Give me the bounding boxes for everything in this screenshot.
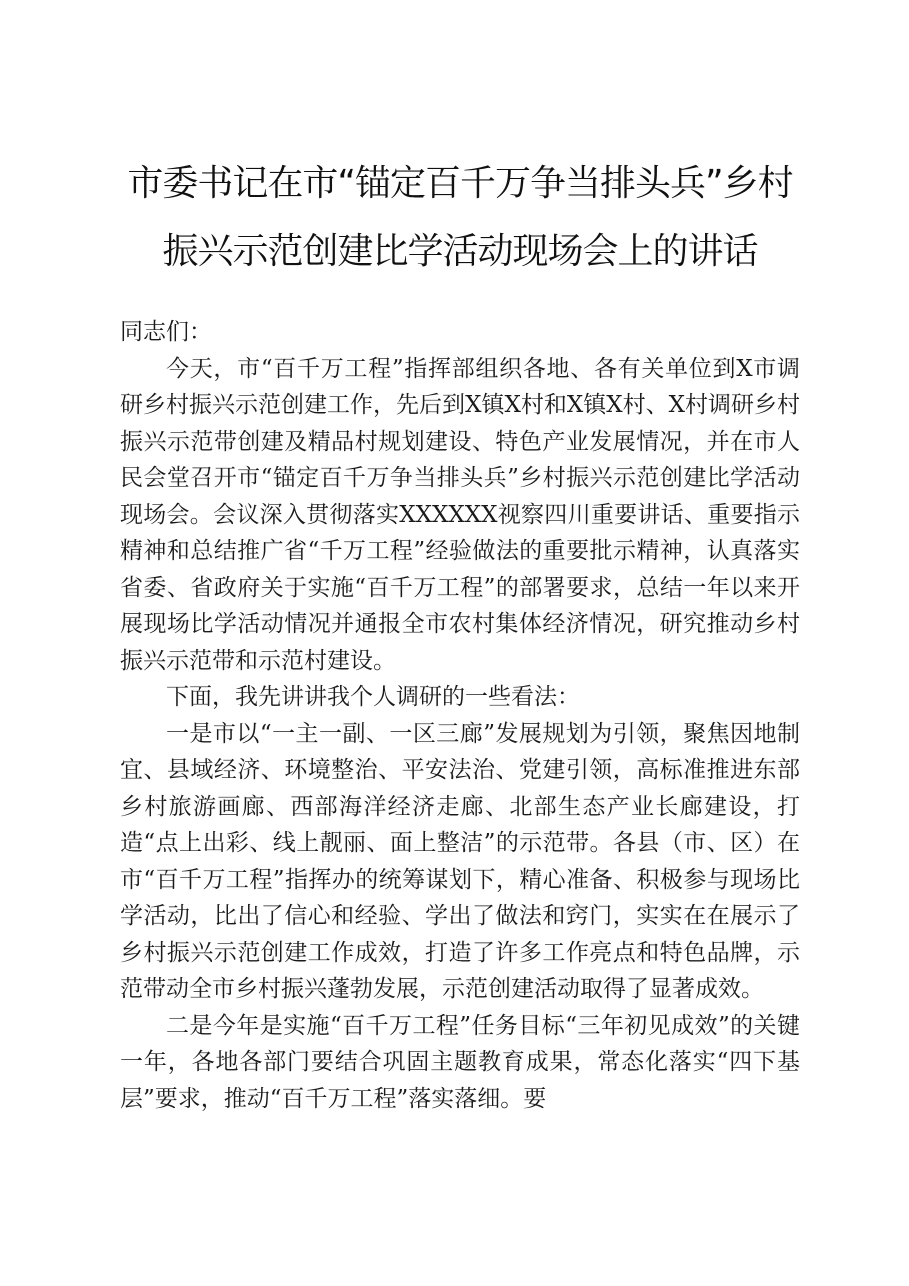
salutation: 同志们： (120, 319, 212, 345)
title-line-2: 振兴示范创建比学活动现场会上的讲话 (162, 231, 758, 272)
paragraph-point-one: 一是市以“一主一副、一区三廊”发展规划为引领，聚焦因地制宜、县域经济、环境整治、平安法治、党建引领，高标准推进东部乡村旅游画廊、西部海洋经济走廊、北部生态产业长廊建设，打造“点上出彩、线上靓丽、面上整洁”的示范带。各县（市、区）在市“百千万工程”指挥办的统筹谋划下，精心准备、积极参与现场比学活动，比出了信心和经验、学出了做法和窍门，实实在在展示了乡村振兴示范创建工作成效，打造了许多工作亮点和特色品牌，示范带动全市乡村振兴蓬勃发展，示范创建活动取得了显著成效。 (120, 720, 800, 1002)
document-title (100, 150, 820, 286)
title-line-1: 市委书记在市“锚定百千万争当排头兵”乡村 (127, 163, 793, 204)
paragraph-point-two: 二是今年是实施“百千万工程”任务目标“三年初见成效”的关键一年，各地各部门要结合巩固主题教育成果，常态化落实“四下基层”要求，推动“百千万工程”落实落细。要 (120, 1012, 800, 1112)
document-body (120, 314, 800, 1117)
paragraph-transition: 下面，我先讲讲我个人调研的一些看法： (166, 684, 580, 710)
paragraph-intro: 今天，市“百千万工程”指挥部组织各地、各有关单位到X市调研乡村振兴示范创建工作，先后到X镇X村和X镇X村、X村调研乡村振兴示范带创建及精品村规划建设、特色产业发展情况，并在市人民会堂召开市“锚定百千万争当排头兵”乡村振兴示范创建比学活动现场会。会议深入贯彻落实XXXXXX视察四川重要讲话、重要指示精神和总结推广省“千万工程”经验做法的重要批示精神，认真落实省委、省政府关于实施“百千万工程”的部署要求，总结一年以来开展现场比学活动情况并通报全市农村集体经济情况，研究推动乡村振兴示范带和示范村建设。 (120, 355, 800, 674)
